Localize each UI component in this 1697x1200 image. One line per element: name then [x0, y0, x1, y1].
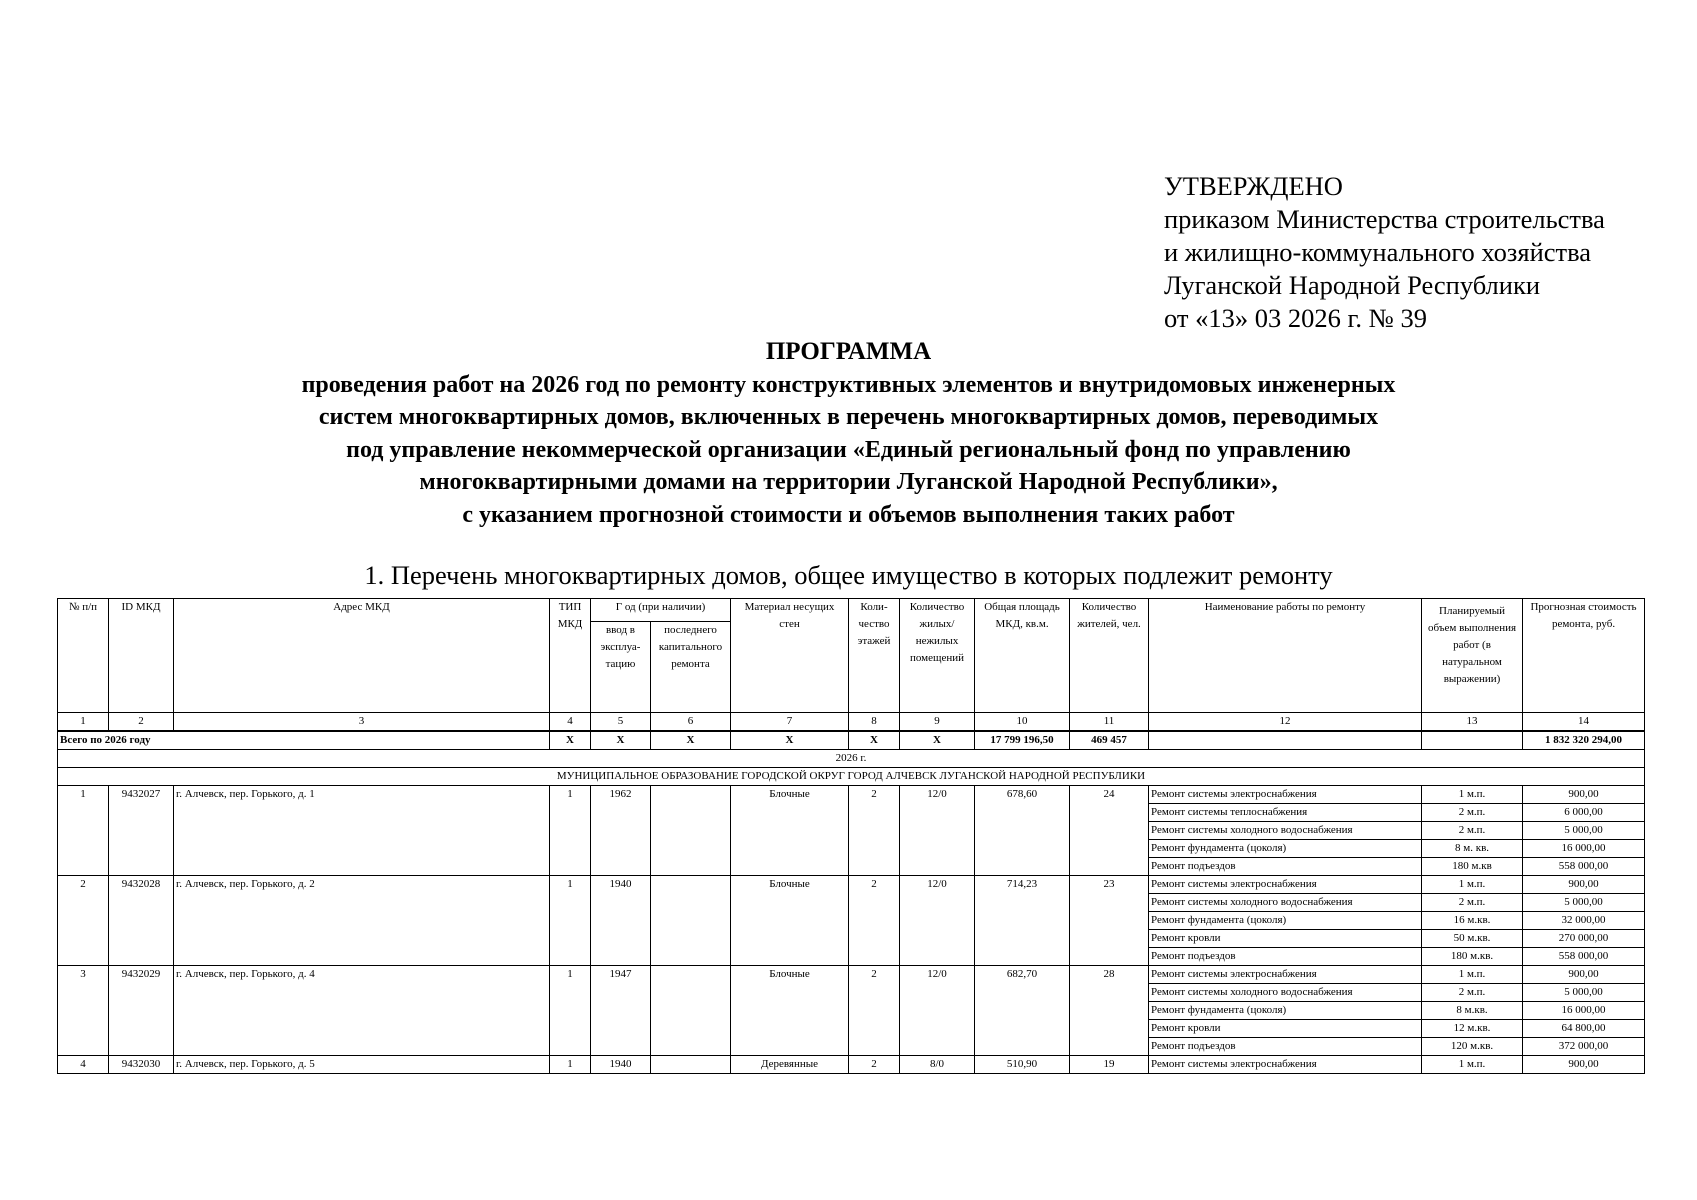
house-residents: 23 — [1070, 876, 1149, 966]
column-number: 1 — [58, 713, 109, 732]
header-volume: Планируемый объем выполнения работ (в натуральном выражении) — [1422, 599, 1523, 713]
house-repair-year — [651, 1056, 731, 1074]
work-name: Ремонт подъездов — [1149, 858, 1422, 876]
year-label: 2026 г. — [58, 750, 1645, 768]
work-cost: 900,00 — [1523, 966, 1645, 984]
column-number: 8 — [849, 713, 900, 732]
approval-line: Луганской Народной Республики — [1164, 270, 1541, 300]
work-name: Ремонт системы электроснабжения — [1149, 1056, 1422, 1074]
house-type: 1 — [550, 786, 591, 876]
column-number: 14 — [1523, 713, 1645, 732]
house-premises: 8/0 — [900, 1056, 975, 1074]
header-address: Адрес МКД — [174, 599, 550, 713]
work-cost: 5 000,00 — [1523, 984, 1645, 1002]
work-cost: 900,00 — [1523, 1056, 1645, 1074]
total-residents: 469 457 — [1070, 731, 1149, 750]
work-volume: 180 м.кв — [1422, 858, 1523, 876]
year-row — [58, 750, 1645, 768]
work-cost: 5 000,00 — [1523, 894, 1645, 912]
work-name: Ремонт системы электроснабжения — [1149, 876, 1422, 894]
house-id: 9432030 — [109, 1056, 174, 1074]
title-line: с указанием прогнозной стоимости и объемов выполнения таких работ — [462, 501, 1235, 528]
house-address: г. Алчевск, пер. Горького, д. 5 — [174, 1056, 550, 1074]
house-floors: 2 — [849, 876, 900, 966]
header-area: Общая площадь МКД, кв.м. — [975, 599, 1070, 713]
header-premises: Количество жилых/ нежилых помещений — [900, 599, 975, 713]
title-line: проведения работ на 2026 год по ремонту конструктивных элементов и внутридомовых инженерных — [301, 371, 1396, 398]
work-name: Ремонт кровли — [1149, 930, 1422, 948]
column-number: 3 — [174, 713, 550, 732]
work-name: Ремонт подъездов — [1149, 948, 1422, 966]
house-id: 9432029 — [109, 966, 174, 1056]
house-address: г. Алчевск, пер. Горького, д. 2 — [174, 876, 550, 966]
municipality-row — [58, 768, 1645, 786]
total-cost: 1 832 320 294,00 — [1523, 731, 1645, 750]
work-cost: 16 000,00 — [1523, 840, 1645, 858]
work-cost: 32 000,00 — [1523, 912, 1645, 930]
total-x: X — [849, 731, 900, 750]
total-x: X — [900, 731, 975, 750]
work-volume: 2 м.п. — [1422, 984, 1523, 1002]
approval-heading: УТВЕРЖДЕНО — [1164, 171, 1343, 201]
header-row — [58, 599, 1645, 622]
house-area: 682,70 — [975, 966, 1070, 1056]
column-number: 13 — [1422, 713, 1523, 732]
house-year: 1940 — [591, 876, 651, 966]
house-residents: 28 — [1070, 966, 1149, 1056]
work-volume: 1 м.п. — [1422, 786, 1523, 804]
section-title: 1. Перечень многоквартирных домов, общее имущество в которых подлежит ремонту — [364, 560, 1333, 590]
house-repair-year — [651, 966, 731, 1056]
house-num: 3 — [58, 966, 109, 1056]
column-number: 5 — [591, 713, 651, 732]
house-material: Деревянные — [731, 1056, 849, 1074]
house-address: г. Алчевск, пер. Горького, д. 4 — [174, 966, 550, 1056]
house-premises: 12/0 — [900, 966, 975, 1056]
house-type: 1 — [550, 1056, 591, 1074]
table-row — [58, 876, 1645, 894]
approval-date: от «13» 03 2026 г. № 39 — [1164, 303, 1428, 333]
work-name: Ремонт подъездов — [1149, 1038, 1422, 1056]
house-premises: 12/0 — [900, 786, 975, 876]
total-x: X — [731, 731, 849, 750]
house-type: 1 — [550, 966, 591, 1056]
work-cost: 64 800,00 — [1523, 1020, 1645, 1038]
house-repair-year — [651, 786, 731, 876]
house-area: 678,60 — [975, 786, 1070, 876]
work-cost: 900,00 — [1523, 786, 1645, 804]
house-num: 2 — [58, 876, 109, 966]
column-number: 11 — [1070, 713, 1149, 732]
house-floors: 2 — [849, 1056, 900, 1074]
column-number-row — [58, 713, 1645, 732]
total-x: X — [591, 731, 651, 750]
house-num: 4 — [58, 1056, 109, 1074]
title-line: систем многоквартирных домов, включенных в перечень многоквартирных домов, переводимых — [318, 404, 1379, 430]
house-residents: 24 — [1070, 786, 1149, 876]
total-x: X — [550, 731, 591, 750]
house-material: Блочные — [731, 876, 849, 966]
house-type: 1 — [550, 876, 591, 966]
work-volume: 2 м.п. — [1422, 822, 1523, 840]
approval-line: приказом Министерства строительства — [1164, 204, 1605, 234]
house-id: 9432027 — [109, 786, 174, 876]
municipality-label: МУНИЦИПАЛЬНОЕ ОБРАЗОВАНИЕ ГОРОДСКОЙ ОКРУГ ГОРОД АЛЧЕВСК ЛУГАНСКОЙ НАРОДНОЙ РЕСПУБЛИКИ — [58, 768, 1645, 786]
work-volume: 180 м.кв. — [1422, 948, 1523, 966]
approval-stamp — [1164, 170, 1605, 335]
work-volume: 2 м.п. — [1422, 804, 1523, 822]
house-id: 9432028 — [109, 876, 174, 966]
work-name: Ремонт системы теплоснабжения — [1149, 804, 1422, 822]
work-cost: 372 000,00 — [1523, 1038, 1645, 1056]
house-repair-year — [651, 876, 731, 966]
total-label: Всего по 2026 году — [58, 731, 550, 750]
work-cost: 558 000,00 — [1523, 948, 1645, 966]
title-line: многоквартирными домами на территории Луганской Народной Республики», — [419, 469, 1278, 495]
work-volume: 1 м.п. — [1422, 876, 1523, 894]
header-year-group: Г од (при наличии) — [591, 599, 731, 622]
column-number: 7 — [731, 713, 849, 732]
work-volume: 120 м.кв. — [1422, 1038, 1523, 1056]
work-cost: 16 000,00 — [1523, 1002, 1645, 1020]
table-row — [58, 786, 1645, 804]
work-volume: 2 м.п. — [1422, 894, 1523, 912]
approval-line: и жилищно-коммунального хозяйства — [1164, 237, 1592, 267]
header-material: Материал несущих стен — [731, 599, 849, 713]
total-row — [58, 731, 1645, 750]
total-empty — [1422, 731, 1523, 750]
header-work: Наименование работы по ремонту — [1149, 599, 1422, 713]
work-name: Ремонт системы холодного водоснабжения — [1149, 822, 1422, 840]
work-cost: 558 000,00 — [1523, 858, 1645, 876]
header-cost: Прогнозная стоимость ремонта, руб. — [1523, 599, 1645, 713]
header-type: ТИП МКД — [550, 599, 591, 713]
header-id: ID МКД — [109, 599, 174, 713]
house-residents: 19 — [1070, 1056, 1149, 1074]
house-floors: 2 — [849, 966, 900, 1056]
house-premises: 12/0 — [900, 876, 975, 966]
work-name: Ремонт системы холодного водоснабжения — [1149, 894, 1422, 912]
program-heading: ПРОГРАММА — [765, 338, 932, 365]
work-volume: 8 м. кв. — [1422, 840, 1523, 858]
house-year: 1947 — [591, 966, 651, 1056]
header-num: № п/п — [58, 599, 109, 713]
column-number: 12 — [1149, 713, 1422, 732]
houses-table — [57, 598, 1645, 1074]
header-floors: Коли-чество этажей — [849, 599, 900, 713]
total-empty — [1149, 731, 1422, 750]
work-volume: 50 м.кв. — [1422, 930, 1523, 948]
work-name: Ремонт фундамента (цоколя) — [1149, 1002, 1422, 1020]
work-volume: 1 м.п. — [1422, 1056, 1523, 1074]
column-number: 4 — [550, 713, 591, 732]
column-number: 2 — [109, 713, 174, 732]
column-number: 6 — [651, 713, 731, 732]
column-number: 10 — [975, 713, 1070, 732]
column-number: 9 — [900, 713, 975, 732]
header-residents: Количество жителей, чел. — [1070, 599, 1149, 713]
work-volume: 12 м.кв. — [1422, 1020, 1523, 1038]
header-year-repair: последнего капитального ремонта — [651, 622, 731, 713]
house-num: 1 — [58, 786, 109, 876]
house-area: 714,23 — [975, 876, 1070, 966]
house-area: 510,90 — [975, 1056, 1070, 1074]
document-title — [0, 336, 1697, 531]
work-name: Ремонт системы электроснабжения — [1149, 966, 1422, 984]
header-year-commission: ввод в эксплуа-тацию — [591, 622, 651, 713]
house-material: Блочные — [731, 966, 849, 1056]
work-name: Ремонт фундамента (цоколя) — [1149, 912, 1422, 930]
house-year: 1962 — [591, 786, 651, 876]
work-name: Ремонт системы электроснабжения — [1149, 786, 1422, 804]
work-volume: 1 м.п. — [1422, 966, 1523, 984]
work-name: Ремонт системы холодного водоснабжения — [1149, 984, 1422, 1002]
house-floors: 2 — [849, 786, 900, 876]
table-row — [58, 1056, 1645, 1074]
total-x: X — [651, 731, 731, 750]
work-volume: 8 м.кв. — [1422, 1002, 1523, 1020]
work-cost: 900,00 — [1523, 876, 1645, 894]
table-row — [58, 966, 1645, 984]
work-name: Ремонт фундамента (цоколя) — [1149, 840, 1422, 858]
work-cost: 6 000,00 — [1523, 804, 1645, 822]
work-cost: 270 000,00 — [1523, 930, 1645, 948]
house-year: 1940 — [591, 1056, 651, 1074]
house-material: Блочные — [731, 786, 849, 876]
title-line: под управление некоммерческой организации «Единый региональный фонд по управлению — [346, 436, 1351, 463]
work-name: Ремонт кровли — [1149, 1020, 1422, 1038]
work-cost: 5 000,00 — [1523, 822, 1645, 840]
house-address: г. Алчевск, пер. Горького, д. 1 — [174, 786, 550, 876]
total-area: 17 799 196,50 — [975, 731, 1070, 750]
work-volume: 16 м.кв. — [1422, 912, 1523, 930]
